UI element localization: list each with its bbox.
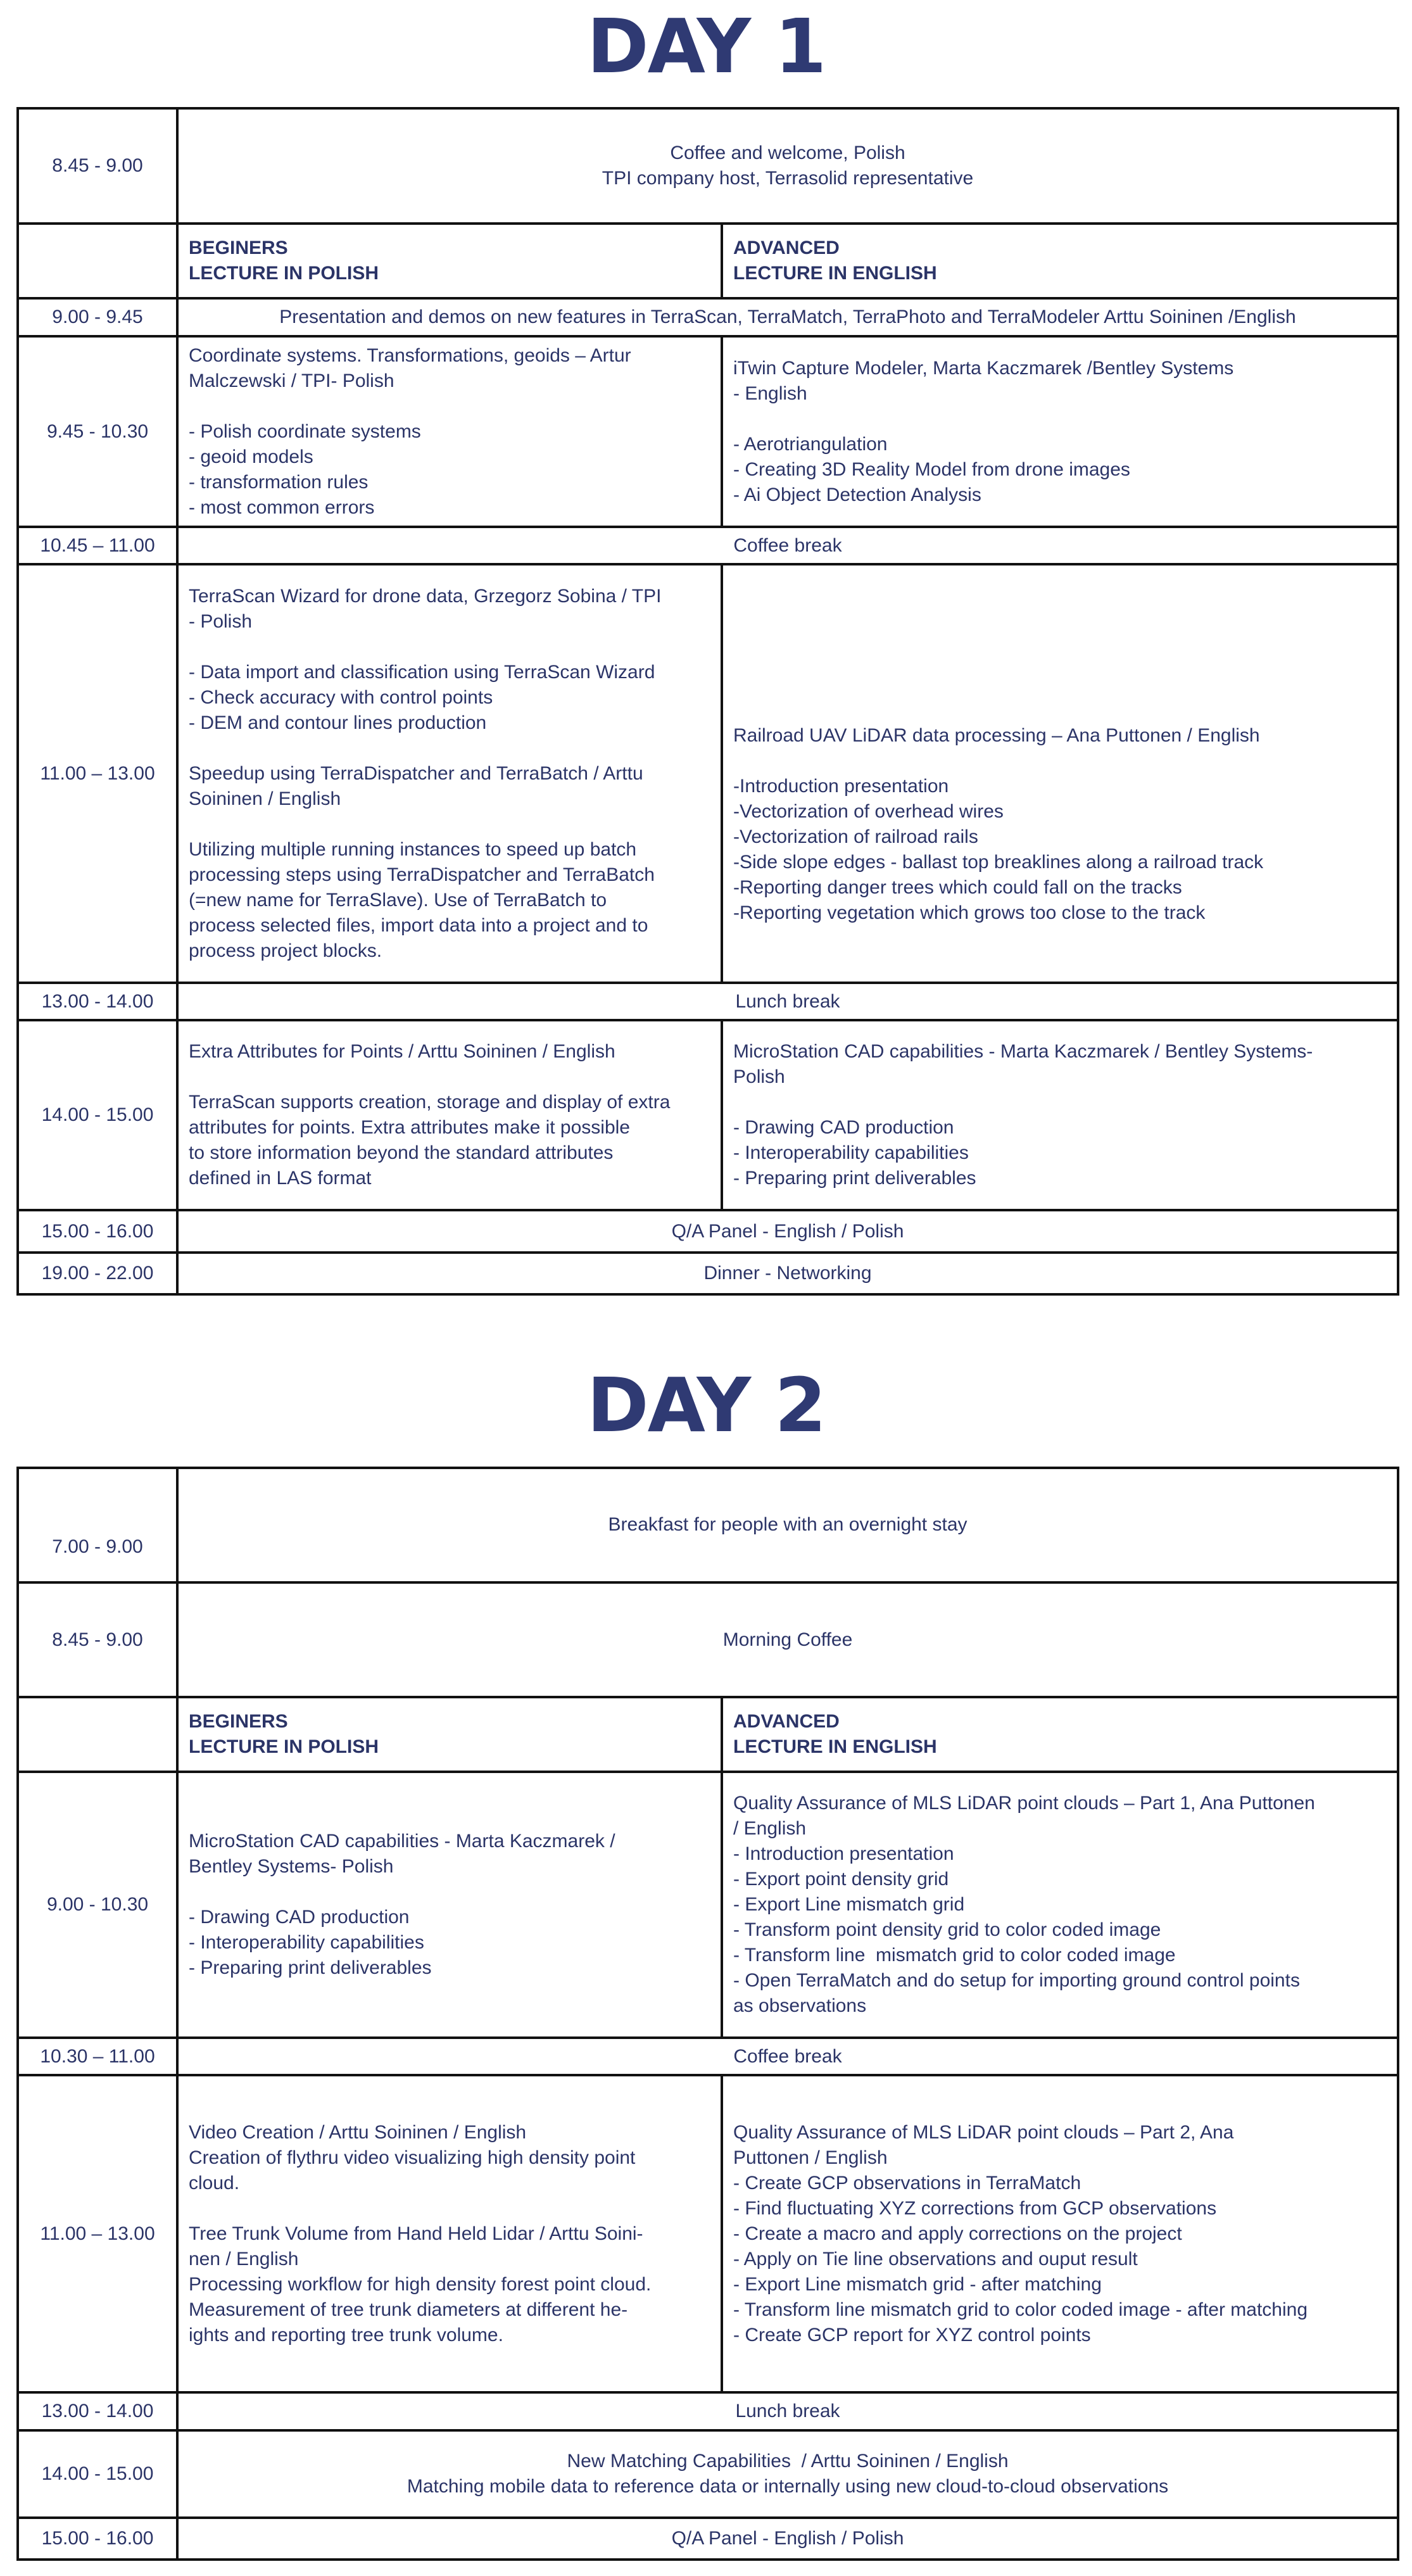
cell-line: MicroStation CAD capabilities - Marta Kaczmarek /: [189, 1831, 615, 1852]
cell-line: - Find fluctuating XYZ corrections from GCP observations: [733, 2197, 1217, 2219]
cell-line: -Introduction presentation: [733, 775, 949, 797]
table-row: [18, 298, 1398, 336]
cell-line: Speedup using TerraDispatcher and TerraBatch / Arttu: [189, 762, 643, 784]
beginners-header: [177, 224, 722, 298]
table-row: [18, 1020, 1398, 1210]
cell-line: - Create GCP observations in TerraMatch: [733, 2172, 1081, 2194]
breakfast-cell: Breakfast for people with an overnight stay: [177, 1468, 1398, 1582]
cell-line: - Drawing CAD production: [733, 1117, 954, 1138]
cell-line: - Open TerraMatch and do setup for importing ground control points: [733, 1970, 1300, 1991]
cell-line: Polish: [733, 1066, 785, 1087]
quality-assurance-part1-cell: [722, 1772, 1398, 2038]
table-row: [18, 2075, 1398, 2392]
beginners-header: [177, 1697, 722, 1772]
welcome-line: Coffee and welcome, Polish: [670, 142, 905, 163]
table-row: [18, 336, 1398, 527]
cell-line: [733, 748, 1387, 774]
table-row: [18, 2392, 1398, 2430]
coffee-break-cell: Coffee break: [177, 527, 1398, 564]
cell-line: - Polish: [189, 610, 253, 632]
time-slot: 11.00 – 13.00: [18, 564, 177, 983]
cell-line: - transformation rules: [189, 471, 369, 493]
lunch-break-cell: Lunch break: [177, 2392, 1398, 2430]
cell-line: - Check accuracy with control points: [189, 686, 493, 708]
day1-title: DAY 1: [586, 3, 826, 90]
microstation-cad-cell: [722, 1020, 1398, 1210]
cell-line: Creation of flythru video visualizing high density point: [189, 2147, 636, 2168]
presentation-cell: Presentation and demos on new features in TerraScan, TerraMatch, TerraPhoto and TerraModeler Arttu Soininen /English: [177, 298, 1398, 336]
header-line: LECTURE IN POLISH: [189, 263, 379, 284]
cell-line: - geoid models: [189, 446, 313, 467]
table-row: [18, 2518, 1398, 2560]
cell-line: / English: [733, 1818, 807, 1839]
cell-line: - Introduction presentation: [733, 1843, 954, 1864]
cell-line: - Creating 3D Reality Model from drone images: [733, 458, 1130, 480]
cell-line: -Reporting vegetation which grows too close to the track: [733, 902, 1206, 923]
extra-attributes-cell: [177, 1020, 722, 1210]
itwin-capture-cell: [722, 336, 1398, 527]
cell-line: TerraScan supports creation, storage and display of extra: [189, 1092, 671, 1113]
cell-line: - Aerotriangulation: [733, 433, 888, 455]
cell-line: Railroad UAV LiDAR data processing – Ana Puttonen / English: [733, 724, 1260, 746]
microstation-cad-cell: [177, 1772, 722, 2038]
cell-line: MicroStation CAD capabilities - Marta Kaczmarek / Bentley Systems-: [733, 1041, 1313, 1062]
cell-line: iTwin Capture Modeler, Marta Kaczmarek /Bentley Systems: [733, 357, 1234, 379]
railroad-uav-cell: [722, 564, 1398, 983]
cell-line: -Side slope edges - ballast top breaklines along a railroad track: [733, 851, 1264, 873]
time-slot: 13.00 - 14.00: [18, 983, 177, 1020]
cell-line: [189, 812, 710, 837]
cell-line: [189, 1064, 710, 1090]
cell-line: New Matching Capabilities / Arttu Soininen / English: [567, 2451, 1009, 2472]
cell-line: [189, 2196, 710, 2221]
video-creation-cell: [177, 2075, 722, 2392]
coffee-break-cell: Coffee break: [177, 2038, 1398, 2075]
cell-line: - Transform line mismatch grid to color coded image - after matching: [733, 2299, 1308, 2320]
cell-line: Coordinate systems. Transformations, geoids – Artur: [189, 344, 631, 366]
time-slot: 9.00 - 10.30: [18, 1772, 177, 2038]
welcome-line: TPI company host, Terrasolid representative: [602, 168, 974, 189]
advanced-header: [722, 224, 1398, 298]
cell-line: processing steps using TerraDispatcher and TerraBatch: [189, 864, 655, 885]
header-line: ADVANCED: [733, 1711, 840, 1732]
cell-line: - Preparing print deliverables: [733, 1168, 976, 1189]
cell-line: - Export point density grid: [733, 1869, 949, 1890]
lunch-break-cell: Lunch break: [177, 983, 1398, 1020]
cell-line: nen / English: [189, 2248, 299, 2270]
cell-line: (=new name for TerraSlave). Use of TerraBatch to: [189, 889, 607, 911]
table-row: [18, 564, 1398, 983]
cell-line: - Transform point density grid to color coded image: [733, 1919, 1161, 1940]
day1-schedule-table: [16, 107, 1399, 1296]
table-row: [18, 1697, 1398, 1772]
time-slot: 13.00 - 14.00: [18, 2392, 177, 2430]
table-row: [18, 1772, 1398, 2038]
time-slot: 8.45 - 9.00: [18, 1582, 177, 1697]
cell-line: - Create GCP report for XYZ control points: [733, 2324, 1091, 2346]
cell-line: - Preparing print deliverables: [189, 1957, 432, 1978]
advanced-header: [722, 1697, 1398, 1772]
header-line: BEGINERS: [189, 1711, 288, 1732]
cell-line: Video Creation / Arttu Soininen / English: [189, 2121, 527, 2143]
cell-line: - Ai Object Detection Analysis: [733, 484, 981, 505]
table-row: [18, 983, 1398, 1020]
time-slot: 8.45 - 9.00: [18, 108, 177, 224]
cell-line: - DEM and contour lines production: [189, 712, 487, 733]
cell-line: -Vectorization of overhead wires: [733, 800, 1004, 822]
table-row: [18, 2038, 1398, 2075]
table-row: [18, 1253, 1398, 1294]
cell-line: Utilizing multiple running instances to speed up batch: [189, 838, 637, 860]
time-slot: 15.00 - 16.00: [18, 2518, 177, 2560]
table-row: [18, 1468, 1398, 1582]
cell-line: - Export Line mismatch grid: [733, 1894, 965, 1915]
cell-line: cloud.: [189, 2172, 240, 2194]
time-slot: 10.45 – 11.00: [18, 527, 177, 564]
cell-line: - most common errors: [189, 496, 375, 518]
cell-line: Measurement of tree trunk diameters at different he-: [189, 2299, 628, 2320]
table-row: [18, 2430, 1398, 2518]
day2-schedule-table: [16, 1467, 1399, 2561]
cell-line: Matching mobile data to reference data or internally using new cloud-to-cloud observations: [407, 2476, 1169, 2497]
cell-line: Malczewski / TPI- Polish: [189, 370, 394, 391]
time-slot: 19.00 - 22.00: [18, 1253, 177, 1294]
coordinate-systems-cell: [177, 336, 722, 527]
cell-line: - Interoperability capabilities: [189, 1932, 424, 1953]
cell-line: [189, 1879, 710, 1905]
day2-title: DAY 2: [586, 1361, 826, 1449]
cell-line: TerraScan Wizard for drone data, Grzegorz Sobina / TPI: [189, 585, 662, 607]
time-slot: 14.00 - 15.00: [18, 1020, 177, 1210]
cell-line: - Polish coordinate systems: [189, 420, 421, 442]
header-line: LECTURE IN ENGLISH: [733, 1736, 937, 1757]
cell-line: Extra Attributes for Points / Arttu Soininen / English: [189, 1041, 615, 1062]
table-row: [18, 224, 1398, 298]
header-line: ADVANCED: [733, 237, 840, 258]
header-line: BEGINERS: [189, 237, 288, 258]
cell-line: Quality Assurance of MLS LiDAR point clouds – Part 1, Ana Puttonen: [733, 1793, 1315, 1814]
time-slot-empty: [18, 1697, 177, 1772]
welcome-cell: [177, 108, 1398, 224]
cell-line: - Transform line mismatch grid to color coded image: [733, 1945, 1176, 1966]
morning-coffee-cell: Morning Coffee: [177, 1582, 1398, 1697]
qa-panel-cell: Q/A Panel - English / Polish: [177, 1210, 1398, 1253]
cell-line: [733, 407, 1387, 432]
cell-line: - Interoperability capabilities: [733, 1142, 969, 1163]
table-row: [18, 1210, 1398, 1253]
cell-line: attributes for points. Extra attributes make it possible: [189, 1117, 630, 1138]
new-matching-cell: [177, 2430, 1398, 2518]
cell-line: - Apply on Tie line observations and ouput result: [733, 2248, 1138, 2270]
cell-line: [189, 736, 710, 761]
cell-line: Puttonen / English: [733, 2147, 888, 2168]
cell-line: [733, 1090, 1387, 1115]
cell-line: ights and reporting tree trunk volume.: [189, 2324, 503, 2346]
cell-line: Bentley Systems- Polish: [189, 1856, 394, 1877]
cell-line: Quality Assurance of MLS LiDAR point clouds – Part 2, Ana: [733, 2121, 1234, 2143]
cell-line: - Data import and classification using TerraScan Wizard: [189, 661, 655, 683]
cell-line: Soininen / English: [189, 788, 341, 809]
table-row: [18, 108, 1398, 224]
header-line: LECTURE IN ENGLISH: [733, 263, 937, 284]
time-slot: 11.00 – 13.00: [18, 2075, 177, 2392]
time-slot: 9.00 - 9.45: [18, 298, 177, 336]
cell-line: [189, 635, 710, 660]
cell-line: to store information beyond the standard attributes: [189, 1142, 614, 1163]
dinner-cell: Dinner - Networking: [177, 1253, 1398, 1294]
cell-line: process project blocks.: [189, 940, 382, 961]
time-slot: 10.30 – 11.00: [18, 2038, 177, 2075]
table-row: [18, 527, 1398, 564]
time-slot: 7.00 - 9.00: [18, 1468, 177, 1582]
time-slot: 9.45 - 10.30: [18, 336, 177, 527]
cell-line: defined in LAS format: [189, 1168, 372, 1189]
cell-line: Processing workflow for high density forest point cloud.: [189, 2273, 652, 2295]
cell-line: -Reporting danger trees which could fall on the tracks: [733, 876, 1182, 898]
cell-line: Tree Trunk Volume from Hand Held Lidar / Arttu Soini-: [189, 2223, 643, 2244]
cell-line: - Create a macro and apply corrections on the project: [733, 2223, 1182, 2244]
header-line: LECTURE IN POLISH: [189, 1736, 379, 1757]
qa-panel-cell: Q/A Panel - English / Polish: [177, 2518, 1398, 2560]
table-row: [18, 1582, 1398, 1697]
cell-line: process selected files, import data into a project and to: [189, 914, 648, 936]
quality-assurance-part2-cell: [722, 2075, 1398, 2392]
cell-line: -Vectorization of railroad rails: [733, 826, 978, 847]
cell-line: [189, 394, 710, 419]
cell-line: - Drawing CAD production: [189, 1907, 410, 1928]
time-slot: 15.00 - 16.00: [18, 1210, 177, 1253]
time-slot: 14.00 - 15.00: [18, 2430, 177, 2518]
cell-line: as observations: [733, 1995, 867, 2016]
cell-line: - Export Line mismatch grid - after matching: [733, 2273, 1102, 2295]
time-slot-empty: [18, 224, 177, 298]
cell-line: - English: [733, 382, 807, 404]
terrascan-wizard-cell: [177, 564, 722, 983]
